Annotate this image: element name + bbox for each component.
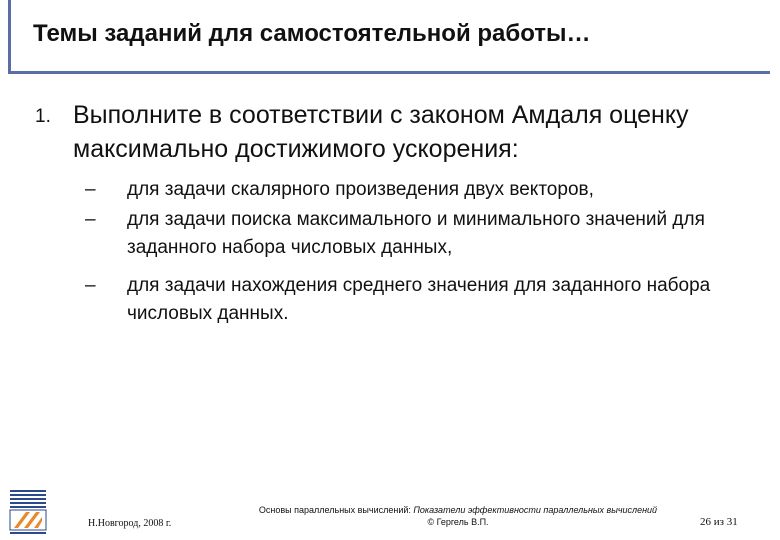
item-number: 1.	[35, 106, 51, 127]
dash-bullet: –	[85, 179, 96, 200]
item-text: Выполните в соответствии с законом Амдаля оценку максимально достижимого ускорения:	[73, 101, 689, 163]
subitem-text: для задачи поиска максимального и минимального значений для заданного набора числовых данных,	[127, 209, 705, 258]
unn-logo-icon	[8, 488, 48, 536]
footer-author: © Гергель В.П.	[427, 517, 489, 527]
dash-bullet: –	[85, 275, 96, 296]
footer-course-prefix: Основы параллельных вычислений:	[258, 505, 414, 515]
footer-course-topic: Показатели эффективности параллельных вычислений	[413, 505, 658, 515]
subitem-text: для задачи скалярного произведения двух векторов,	[127, 179, 594, 200]
dash-bullet: –	[85, 209, 96, 230]
page-number: 26 из 31	[700, 516, 738, 528]
slide-title: Темы заданий для самостоятельной работы…	[33, 20, 591, 47]
footer-course	[248, 504, 668, 540]
subitem-text: для задачи нахождения среднего значения для заданного набора числовых данных.	[127, 275, 711, 324]
footer-location: Н.Новгород, 2008 г.	[88, 518, 172, 529]
